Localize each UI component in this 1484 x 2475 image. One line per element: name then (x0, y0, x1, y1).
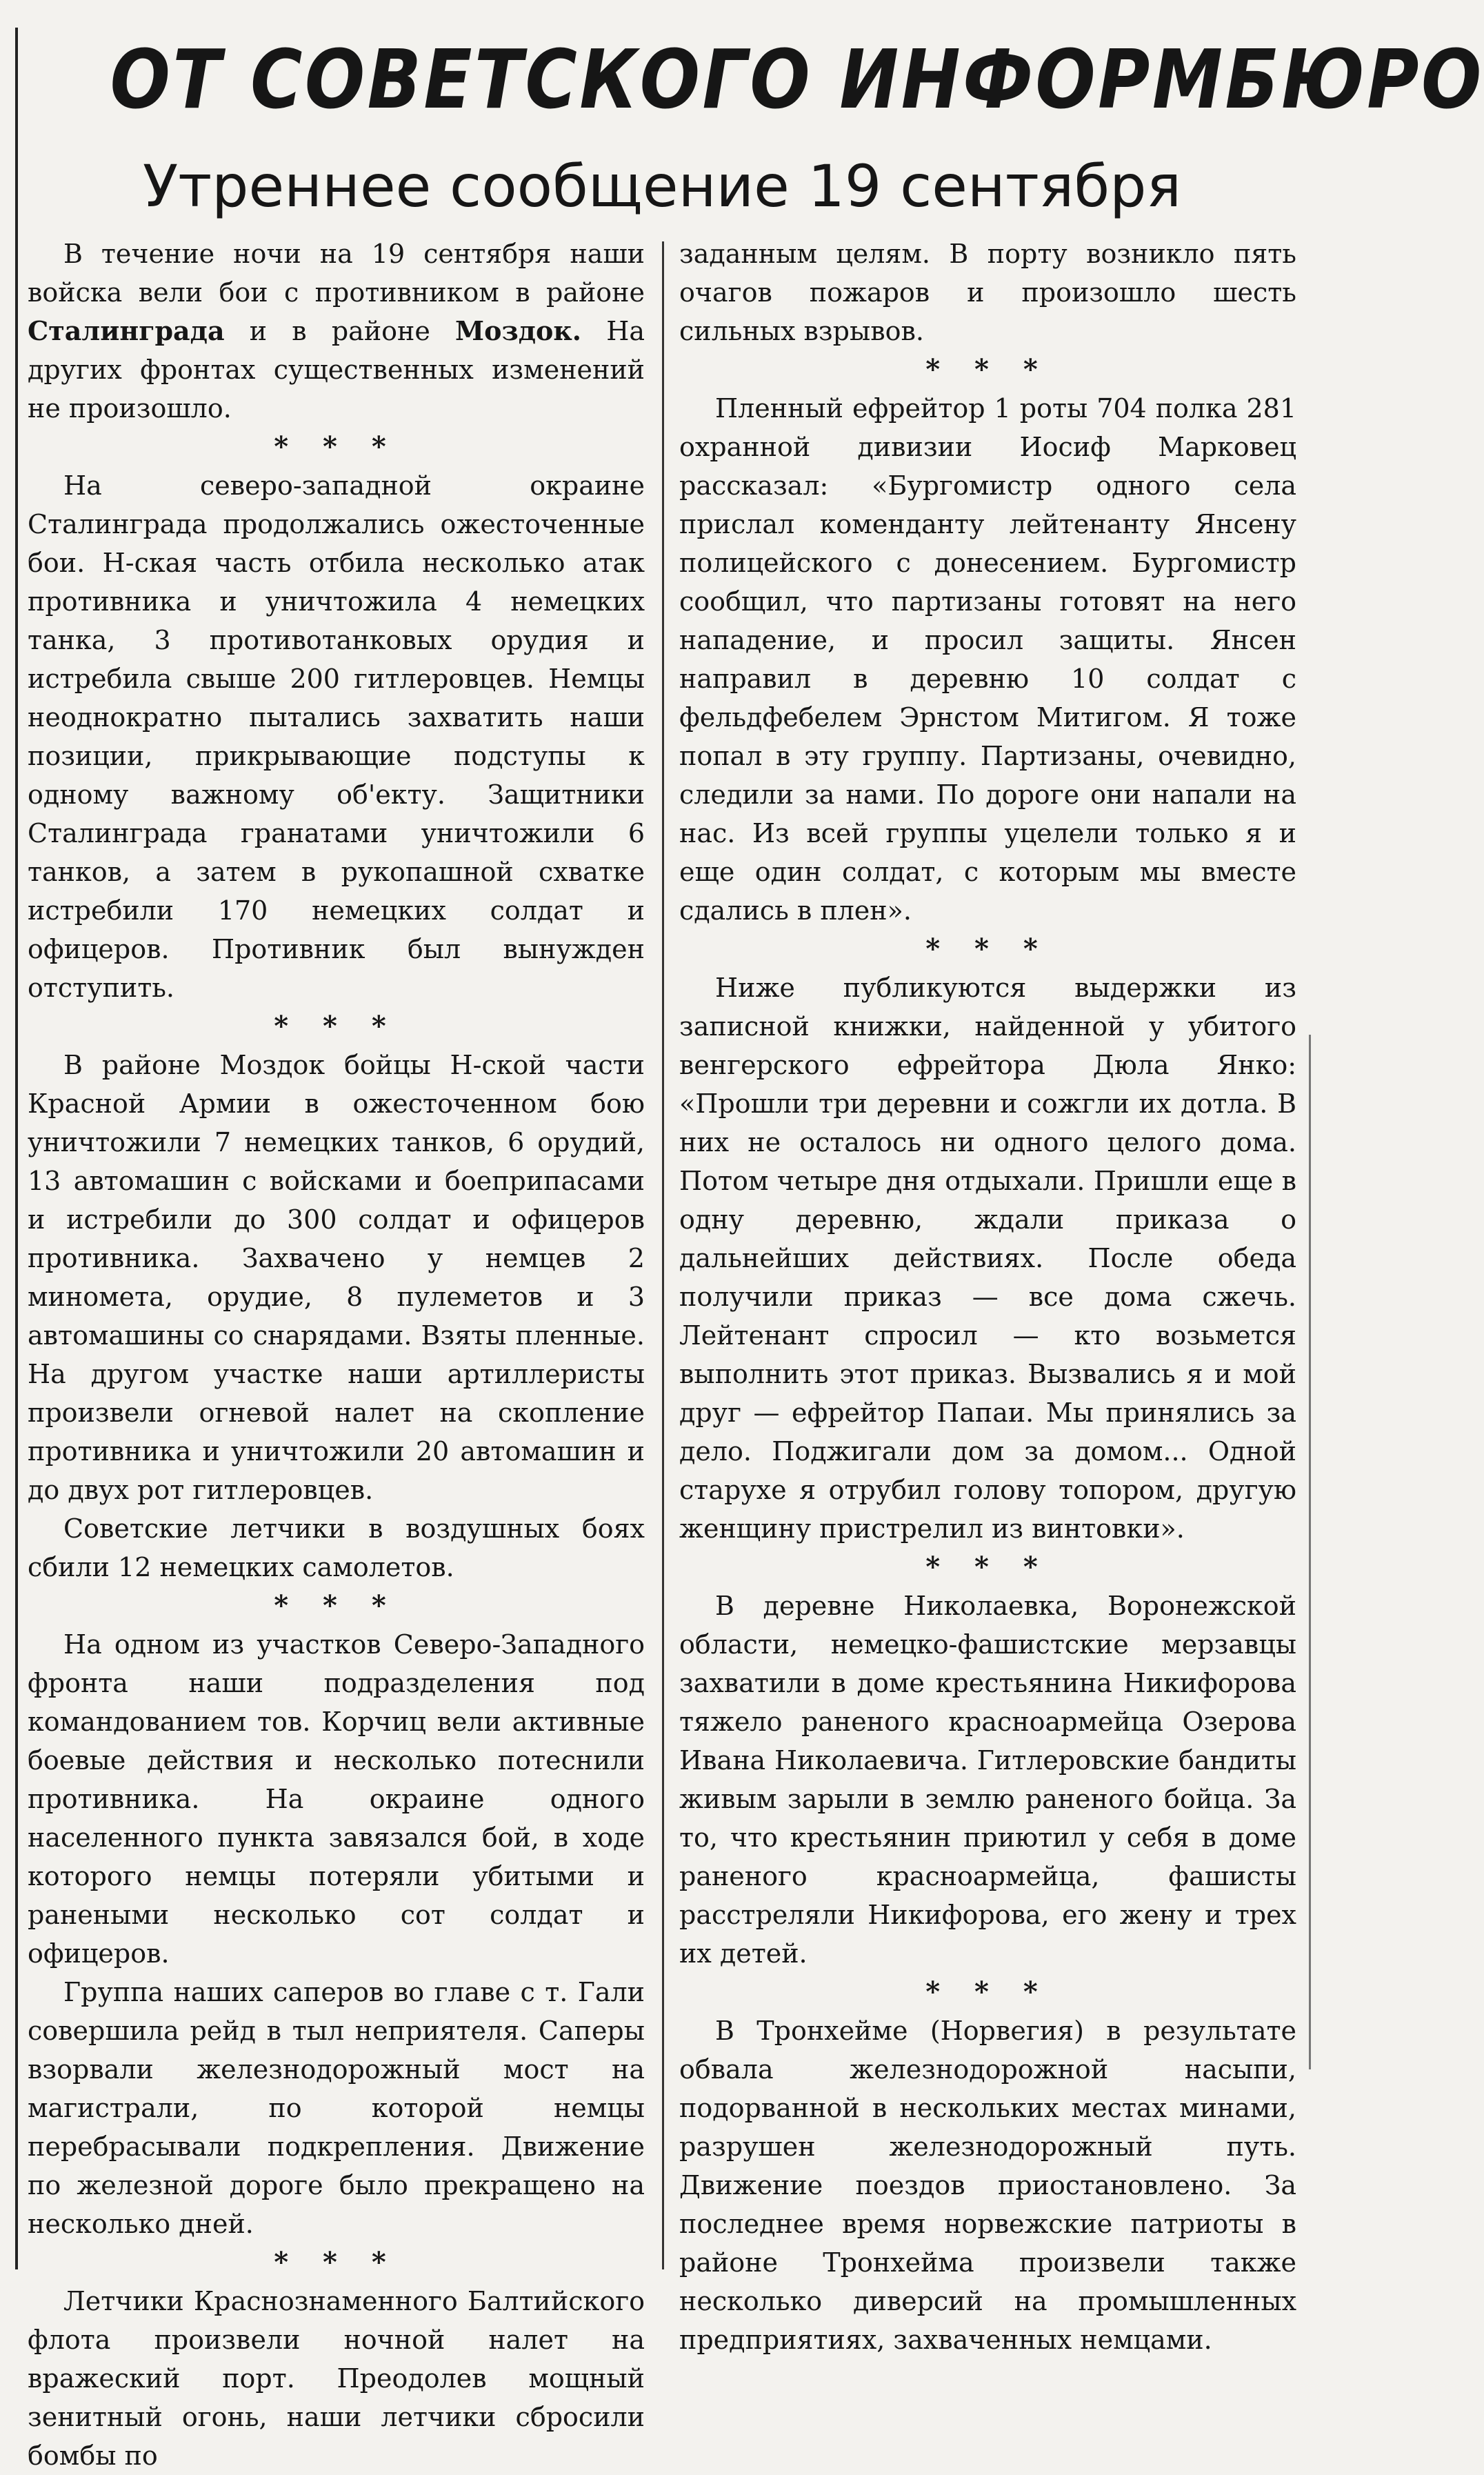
city-name-mozdok: Моздок. (455, 315, 582, 346)
page-edge-rule (1309, 1035, 1311, 2069)
paragraph-left-7: Летчики Краснознаменного Балтийского флота произвели ночной налет на вражеский порт. Преодолев мощный зенитный огонь, наши летчики сбросили бомбы по (28, 2286, 645, 2471)
column-divider (662, 241, 664, 2269)
right-column (679, 235, 1296, 2359)
paragraph-right-5: В Тронхейме (Норвегия) в результате обвала железнодорожной насыпи, подорванной в нескольких местах минами, разрушен железнодорожный путь. Движение поездов приостановлено. За последнее время норвежские патриоты в районе Тронхейма произвели также несколько диверсий на промышленных предприятиях, захваченных немцами. (679, 2016, 1296, 2355)
section-separator: * * * (274, 430, 399, 463)
section-separator: * * * (925, 1976, 1050, 2008)
paragraph-left-2: На северо-западной окраине Сталинграда продолжались ожесточенные бои. Н-ская часть отбила несколько атак противника и уничтожила 4 немецких танка, 3 противотанковых орудия и истребила свыше 200 гитлеровцев. Немцы неоднократно пытались захватить наши позиции, прикрывающие подступы к одному важному об'екту. Защитники Сталинграда гранатами уничтожили 6 танков, а затем в рукопашной схватке истребили 170 немецких солдат и офицеров. Противник был вынужден отступить. (28, 470, 645, 1003)
paragraph-right-3: Ниже публикуются выдержки из записной книжки, найденной у убитого венгерского ефрейтора Дюла Янко: «Прошли три деревни и сожгли их дотла. В них не осталось ни одного целого дома. Потом четыре дня отдыхали. Пришли еще в одну деревню, ждали приказа о дальнейших действиях. После обеда получили приказ — все дома сжечь. Лейтенант спросил — кто возьмется выполнить этот приказ. Вызвались я и мой друг — ефрейтор Папаи. Мы принялись за дело. Поджигали дом за домом... Одной старухе я отрубил голову топором, другую женщину пристрелил из винтовки». (679, 973, 1296, 1544)
report-subtitle: Утреннее сообщение 19 сентября (143, 152, 1181, 220)
article-columns (28, 235, 1296, 2471)
paragraph-right-4: В деревне Николаевка, Воронежской области, немецко-фашистские мерзавцы захватили в доме крестьянина Никифорова тяжело раненого красноармейца Озерова Ивана Николаевича. Гитлеровские бандиты живым зарыли в землю раненого бойца. За то, что крестьянин приютил у себя в доме раненого красноармейца, фашисты расстреляли Никифорова, его жену и трех их детей. (679, 1591, 1296, 1969)
city-name-stalingrad: Сталинграда (28, 315, 225, 346)
section-separator: * * * (925, 933, 1050, 965)
paragraph-left-1: В течение ночи на 19 сентября наши войска вели бои с противником в районе Сталинграда и в районе Моздок. На других фронтах существенных изменений не произошло. (28, 239, 645, 424)
section-separator: * * * (925, 1551, 1050, 1583)
masthead-title: ОТ СОВЕТСКОГО ИНФОРМБЮРО (110, 32, 1484, 127)
section-separator: * * * (274, 2246, 399, 2278)
paragraph-left-5: На одном из участков Северо-Западного фронта наши подразделения под командованием тов. Корчиц вели активные боевые действия и несколько потеснили противника. На окраине одного населенного пункта завязался бой, в ходе которого немцы потеряли убитыми и ранеными несколько сот солдат и офицеров. (28, 1629, 645, 1969)
section-separator: * * * (274, 1010, 399, 1042)
section-separator: * * * (925, 353, 1050, 386)
left-column (28, 235, 645, 2475)
paragraph-left-3: В районе Моздок бойцы Н-ской части Красной Армии в ожесточенном бою уничтожили 7 немецких танков, 6 орудий, 13 автомашин с войсками и боеприпасами и истребили до 300 солдат и офицеров противника. Захвачено у немцев 2 миномета, орудие, 8 пулеметов и 3 автомашины со снарядами. Взяты пленные. На другом участке наши артиллеристы произвели огневой налет на скопление противника и уничтожили 20 автомашин и до двух рот гитлеровцев. (28, 1050, 645, 1505)
page-border-rule (15, 28, 18, 2269)
paragraph-left-4: Советские летчики в воздушных боях сбили 12 немецких самолетов. (28, 1513, 645, 1582)
paragraph-right-1: заданным целям. В порту возникло пять очагов пожаров и произошло шесть сильных взрывов. (679, 239, 1296, 346)
section-separator: * * * (274, 1589, 399, 1622)
paragraph-left-6: Группа наших саперов во главе с т. Гали совершила рейд в тыл неприятеля. Саперы взорвали железнодорожный мост на магистрали, по которой немцы перебрасывали подкрепления. Движение по железной дороге было прекращено на несколько дней. (28, 1977, 645, 2239)
paragraph-right-2: Пленный ефрейтор 1 роты 704 полка 281 охранной дивизии Иосиф Марковец рассказал: «Бургомистр одного села прислал коменданту лейтенанту Янсену полицейского с донесением. Бургомистр сообщил, что партизаны готовят на него нападение, и просил защиты. Янсен направил в деревню 10 солдат с фельдфебелем Эрнстом Митигом. Я тоже попал в эту группу. Партизаны, очевидно, следили за нами. По дороге они напали на нас. Из всей группы уцелели только я и еще один солдат, с которым мы вместе сдались в плен». (679, 393, 1296, 926)
